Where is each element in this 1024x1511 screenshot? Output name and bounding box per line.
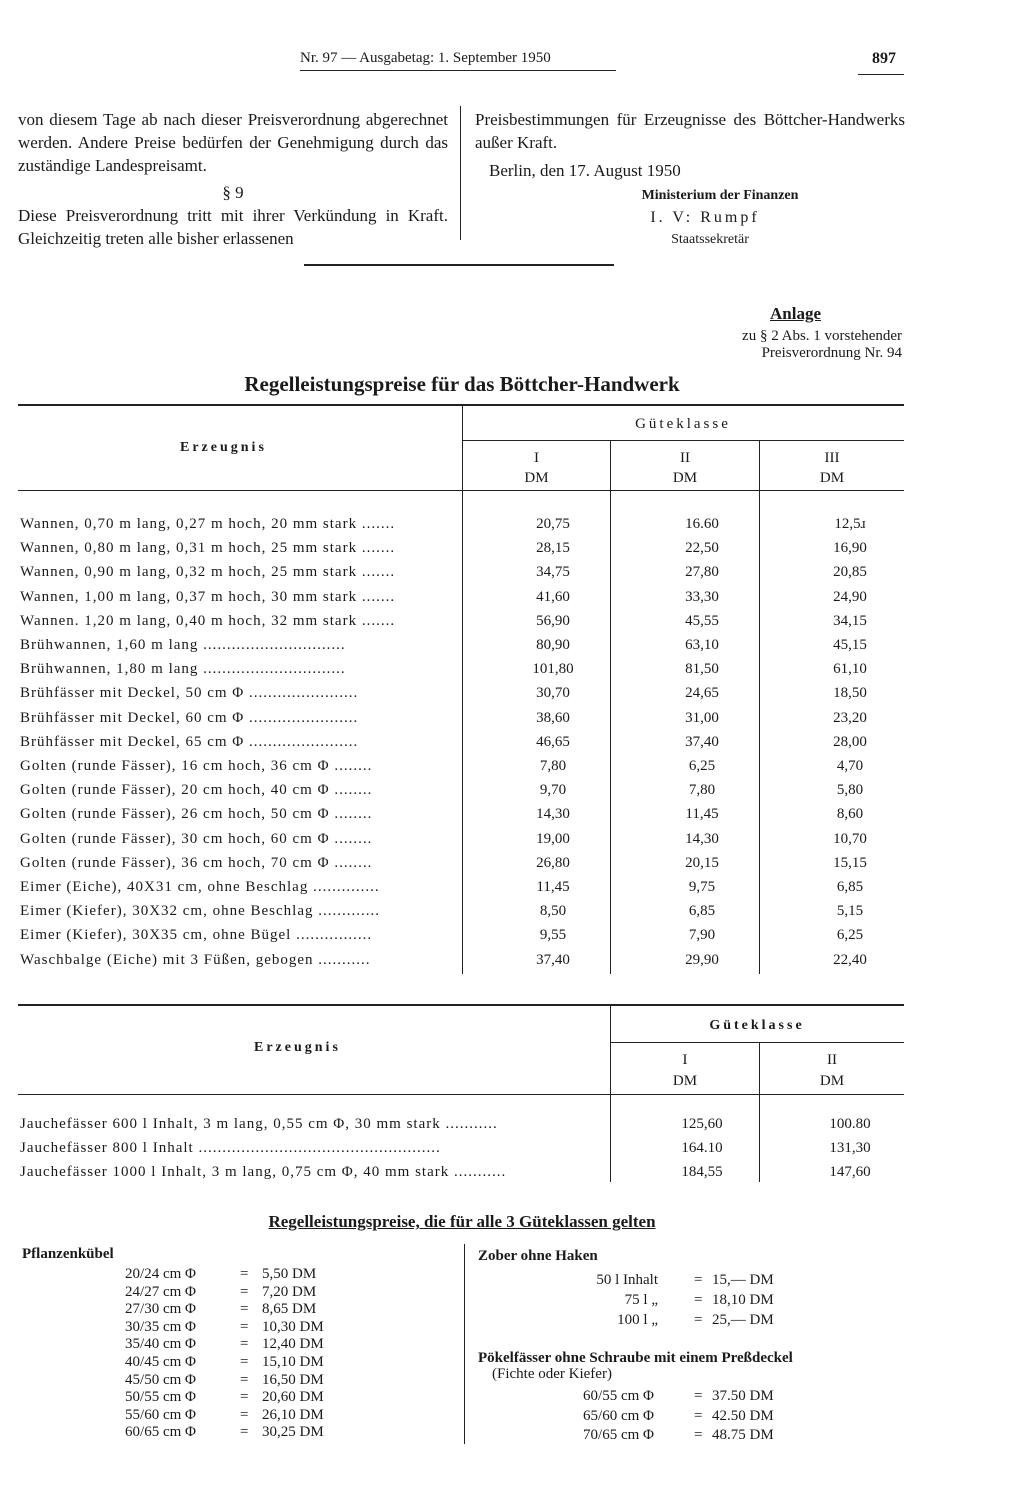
row-value-3: 22,40 (833, 951, 867, 968)
row-product: Golten (runde Fässer), 16 cm hoch, 36 cm Φ ........ (20, 758, 373, 774)
row-value-1: 26,80 (536, 854, 570, 871)
row-value-2: 37,40 (685, 733, 719, 750)
table1-header-rule (18, 490, 904, 491)
issue-header: Nr. 97 — Ausgabetag: 1. September 1950 (300, 50, 551, 66)
row-value-1: 56,90 (536, 612, 570, 629)
table2-product-header: Erzeugnis (254, 1040, 341, 1055)
item-equals: = (240, 1301, 249, 1318)
item-price: 10,30 DM (262, 1318, 324, 1335)
t2-col2-unit: DM (819, 1073, 845, 1089)
row-value-3: 34,15 (833, 612, 867, 629)
t2-col2-roman: II (827, 1052, 837, 1068)
annex-ref-line-2: Preisverordnung Nr. 94 (761, 345, 902, 361)
table-row (18, 613, 904, 637)
row-value-1: 9,70 (539, 782, 567, 799)
row-value-2: 24,65 (685, 685, 719, 702)
table1-col2-header (611, 448, 759, 488)
row-value-3: 61,10 (833, 661, 867, 678)
annex-title: Anlage (770, 304, 821, 323)
item-price: 18,10 DM (712, 1292, 774, 1308)
row-value-2: 63,10 (685, 637, 719, 653)
row-value-2: 6,85 (688, 903, 716, 920)
row-product: Jauchefässer 800 l Inhalt ................................................... (20, 1140, 441, 1156)
row-value-3: 18,50 (833, 685, 867, 702)
row-value-1: 41,60 (536, 588, 570, 605)
table1-group-rule (462, 440, 904, 441)
table-row (18, 903, 904, 927)
item-equals: = (240, 1318, 249, 1335)
intro-right-column (475, 108, 905, 251)
row-value-1: 30,70 (536, 685, 570, 702)
row-value-1: 184,55 (681, 1164, 723, 1180)
item-size: 75 l „ (624, 1292, 658, 1308)
intro-paragraph-3: Preisbestimmungen für Erzeugnisse des Böttcher-Handwerks außer Kraft. (475, 110, 905, 152)
row-value-3: 6,85 (836, 879, 864, 895)
place-date: Berlin, den 17. August 1950 (489, 161, 681, 180)
row-value-1: 7,80 (539, 758, 567, 774)
table-row (18, 927, 904, 951)
table-row (18, 661, 904, 685)
row-value-1: 80,90 (536, 637, 570, 653)
row-value-2: 6,25 (688, 758, 716, 774)
item-size: 50 l Inhalt (596, 1272, 658, 1288)
item-equals: = (240, 1389, 249, 1406)
table-row (18, 710, 904, 734)
row-value-1: 20,75 (536, 516, 570, 532)
item-price: 25,— DM (712, 1312, 774, 1328)
row-value-2: 81,50 (685, 661, 719, 678)
col3-roman: III (824, 450, 840, 466)
item-equals: = (240, 1336, 249, 1353)
row-value-2: 14,30 (685, 830, 719, 847)
item-size: 40/45 cm Φ (125, 1354, 196, 1370)
row-product: Wannen. 1,20 m lang, 0,40 m hoch, 32 mm stark ....... (20, 612, 396, 629)
item-equals: = (240, 1283, 249, 1300)
section-separator (304, 264, 614, 266)
item-size: 30/35 cm Φ (125, 1318, 196, 1335)
item-size: 100 l „ (617, 1312, 658, 1328)
table2-group-rule (610, 1042, 904, 1043)
row-value-3: 16,90 (833, 540, 867, 557)
item-size: 24/27 cm Φ (125, 1283, 196, 1300)
annex-reference (660, 328, 902, 362)
row-product: Golten (runde Fässer), 36 cm hoch, 70 cm Φ ........ (20, 854, 373, 871)
table2-group-header: Güteklasse (709, 1018, 805, 1033)
item-equals: = (694, 1427, 703, 1443)
signature: I. V: Rumpf (650, 209, 760, 226)
row-value-2: 11,45 (685, 806, 719, 823)
item-price: 48.75 DM (712, 1427, 774, 1443)
item-size: 50/55 cm Φ (125, 1389, 196, 1406)
row-product: Wannen, 0,90 m lang, 0,32 m hoch, 25 mm stark ....... (20, 564, 396, 581)
table-row (18, 1140, 904, 1164)
item-equals: = (240, 1266, 249, 1282)
row-product: Wannen, 0,80 m lang, 0,31 m hoch, 25 mm stark ....... (20, 540, 396, 557)
table-row (18, 806, 904, 830)
row-value-1: 46,65 (536, 733, 570, 750)
row-value-3: 8,60 (836, 806, 864, 823)
list-item (0, 1272, 1024, 1292)
row-product: Brühfässer mit Deckel, 65 cm Φ ....................... (20, 733, 359, 750)
row-value-2: 22,50 (685, 540, 719, 557)
item-size: 45/50 cm Φ (125, 1371, 196, 1388)
item-price: 8,65 DM (262, 1301, 317, 1318)
list-item (0, 1292, 1024, 1312)
row-value-2: 45,55 (685, 612, 719, 629)
column-divider (460, 106, 461, 240)
t2-col1-unit: DM (672, 1073, 698, 1089)
row-value-1: 19,00 (536, 830, 570, 847)
row-value-3: 15,15 (833, 854, 867, 871)
t2-col1-roman: I (682, 1052, 688, 1068)
row-product: Waschbalge (Eiche) mit 3 Füßen, gebogen ........... (20, 951, 371, 968)
row-product: Brühfässer mit Deckel, 50 cm Φ ....................... (20, 685, 359, 702)
item-price: 15,10 DM (262, 1354, 324, 1370)
item-size: 70/65 cm Φ (583, 1427, 654, 1443)
table2-header-rule (18, 1094, 904, 1095)
row-value-3: 20,85 (833, 564, 867, 581)
item-equals: = (694, 1292, 703, 1308)
row-value-3: 5,15 (836, 903, 864, 920)
table1-top-rule (18, 404, 904, 406)
row-value-1: 101,80 (532, 661, 574, 678)
item-size: 20/24 cm Φ (125, 1266, 196, 1282)
item-size: 65/60 cm Φ (583, 1407, 654, 1424)
item-size: 60/65 cm Φ (125, 1424, 196, 1441)
annex-ref-line-1: zu § 2 Abs. 1 vorstehender (742, 328, 902, 344)
row-value-3: 23,20 (833, 709, 867, 726)
col1-roman: I (534, 450, 539, 466)
item-price: 12,40 DM (262, 1336, 324, 1353)
item-price: 5,50 DM (262, 1266, 317, 1282)
col3-unit: DM (819, 470, 845, 486)
row-product: Golten (runde Fässer), 30 cm hoch, 60 cm Φ ........ (20, 830, 373, 847)
row-value-2: 20,15 (685, 854, 719, 871)
table-row (18, 879, 904, 903)
row-value-1: 14,30 (536, 806, 570, 823)
row-value-3: 45,15 (833, 637, 867, 653)
item-price: 42.50 DM (712, 1407, 774, 1424)
intro-left-column (18, 108, 448, 250)
item-equals: = (694, 1388, 703, 1404)
list-item (0, 1312, 1024, 1332)
item-price: 20,60 DM (262, 1389, 324, 1406)
table-row (18, 831, 904, 855)
table-row (18, 734, 904, 758)
zober-title: Zober ohne Haken (478, 1248, 598, 1264)
list-item (0, 1427, 1024, 1447)
item-equals: = (240, 1371, 249, 1388)
table2-col2-header (760, 1050, 904, 1092)
item-size: 55/60 cm Φ (125, 1406, 196, 1423)
intro-paragraph-1: von diesem Tage ab nach dieser Preisverordnung abgerechnet werden. Andere Preise bedürfen der Genehmigung durch das zuständige Landespreisamt. (18, 110, 448, 175)
row-value-2: 29,90 (685, 951, 719, 968)
item-price: 37.50 DM (712, 1388, 774, 1404)
row-product: Wannen, 1,00 m lang, 0,37 m hoch, 30 mm stark ....... (20, 588, 396, 605)
row-product: Golten (runde Fässer), 20 cm hoch, 40 cm Φ ........ (20, 782, 373, 799)
pflanzenkuebel-title: Pflanzenkübel (22, 1246, 114, 1262)
row-value-2: 7,80 (688, 782, 716, 799)
table2-top-rule (18, 1004, 904, 1006)
table-row (18, 855, 904, 879)
row-value-2: 147,60 (829, 1164, 871, 1180)
list-item (0, 1408, 1024, 1428)
table-row (18, 782, 904, 806)
table1-group-header: Güteklasse (635, 416, 731, 432)
item-equals: = (694, 1312, 703, 1328)
row-product: Golten (runde Fässer), 26 cm hoch, 50 cm Φ ........ (20, 806, 373, 823)
section-heading: § 9 (222, 183, 244, 202)
table-row (18, 637, 904, 661)
row-product: Jauchefässer 600 l Inhalt, 3 m lang, 0,55 cm Φ, 30 mm stark ........... (20, 1116, 498, 1132)
table-row (18, 758, 904, 782)
row-value-3: 12,5ɹ (834, 516, 866, 532)
row-value-3: 10,70 (833, 830, 867, 847)
row-value-2: 27,80 (685, 564, 719, 581)
row-value-3: 28,00 (833, 733, 867, 750)
list-item (0, 1388, 1024, 1408)
table-row (18, 564, 904, 588)
row-value-1: 28,15 (536, 540, 570, 557)
table1-col1-header (463, 448, 610, 488)
row-product: Eimer (Kiefer), 30X32 cm, ohne Beschlag ............. (20, 903, 380, 920)
row-product: Jauchefässer 1000 l Inhalt, 3 m lang, 0,75 cm Φ, 40 mm stark ........... (20, 1164, 507, 1180)
item-size: 35/40 cm Φ (125, 1336, 196, 1353)
intro-paragraph-2: Diese Preisverordnung tritt mit ihrer Verkündung in Kraft. Gleichzeitig treten alle bisher erlassenen (18, 206, 448, 248)
item-price: 15,— DM (712, 1272, 774, 1288)
table-row (18, 1116, 904, 1140)
row-value-1: 38,60 (536, 709, 570, 726)
table-row (18, 540, 904, 564)
table-row (18, 589, 904, 613)
table-row (18, 516, 904, 540)
item-equals: = (240, 1354, 249, 1370)
item-equals: = (240, 1406, 249, 1423)
row-value-2: 33,30 (685, 588, 719, 605)
table1-product-header: Erzeugnis (180, 440, 267, 455)
row-value-1: 34,75 (536, 564, 570, 581)
row-value-2: 131,30 (829, 1140, 871, 1156)
item-price: 26,10 DM (262, 1406, 324, 1423)
row-product: Brühwannen, 1,60 m lang .............................. (20, 637, 346, 653)
item-equals: = (694, 1407, 703, 1424)
row-value-3: 5,80 (836, 782, 864, 799)
page-number: 897 (872, 50, 896, 67)
row-value-3: 4,70 (836, 758, 864, 774)
item-size: 27/30 cm Φ (125, 1301, 196, 1318)
row-value-1: 11,45 (536, 879, 570, 895)
item-equals: = (240, 1424, 249, 1441)
item-price: 30,25 DM (262, 1424, 324, 1441)
table-row (18, 685, 904, 709)
section3-title: Regelleistungspreise, die für alle 3 Güteklassen gelten (268, 1212, 656, 1231)
poekel-subtitle: (Fichte oder Kiefer) (492, 1366, 612, 1382)
row-value-2: 16.60 (685, 516, 719, 532)
poekel-title: Pökelfässer ohne Schraube mit einem Preßdeckel (478, 1350, 793, 1366)
table2-col1-header (611, 1050, 759, 1092)
row-product: Eimer (Kiefer), 30X35 cm, ohne Bügel ................ (20, 927, 373, 944)
col1-unit: DM (524, 470, 549, 486)
main-title: Regelleistungspreise für das Böttcher-Handwerk (244, 372, 680, 396)
col2-roman: II (680, 450, 690, 466)
row-product: Wannen, 0,70 m lang, 0,27 m hoch, 20 mm stark ....... (20, 516, 396, 532)
page-number-underline (858, 74, 904, 75)
item-price: 16,50 DM (262, 1371, 324, 1388)
table-row (18, 1164, 904, 1188)
row-value-3: 24,90 (833, 588, 867, 605)
row-product: Brühwannen, 1,80 m lang .............................. (20, 661, 346, 678)
table-row (18, 952, 904, 976)
signatory-role: Staatssekretär (671, 232, 749, 247)
row-value-2: 31,00 (685, 709, 719, 726)
row-product: Eimer (Eiche), 40X31 cm, ohne Beschlag .............. (20, 879, 380, 895)
row-value-2: 100.80 (829, 1116, 871, 1132)
row-value-3: 6,25 (836, 927, 864, 944)
row-value-1: 37,40 (536, 951, 570, 968)
row-value-1: 164.10 (681, 1140, 723, 1156)
row-value-2: 9,75 (688, 879, 716, 895)
row-value-2: 7,90 (688, 927, 716, 944)
header-underline (300, 70, 616, 71)
item-price: 7,20 DM (262, 1283, 317, 1300)
item-equals: = (694, 1272, 703, 1288)
col2-unit: DM (672, 470, 698, 486)
row-product: Brühfässer mit Deckel, 60 cm Φ ....................... (20, 709, 359, 726)
row-value-1: 125,60 (681, 1116, 723, 1132)
row-value-1: 8,50 (539, 903, 567, 920)
table1-col3-header (760, 448, 904, 488)
item-size: 60/55 cm Φ (583, 1388, 654, 1404)
ministry-name: Ministerium der Finanzen (641, 188, 799, 203)
row-value-1: 9,55 (539, 927, 567, 944)
